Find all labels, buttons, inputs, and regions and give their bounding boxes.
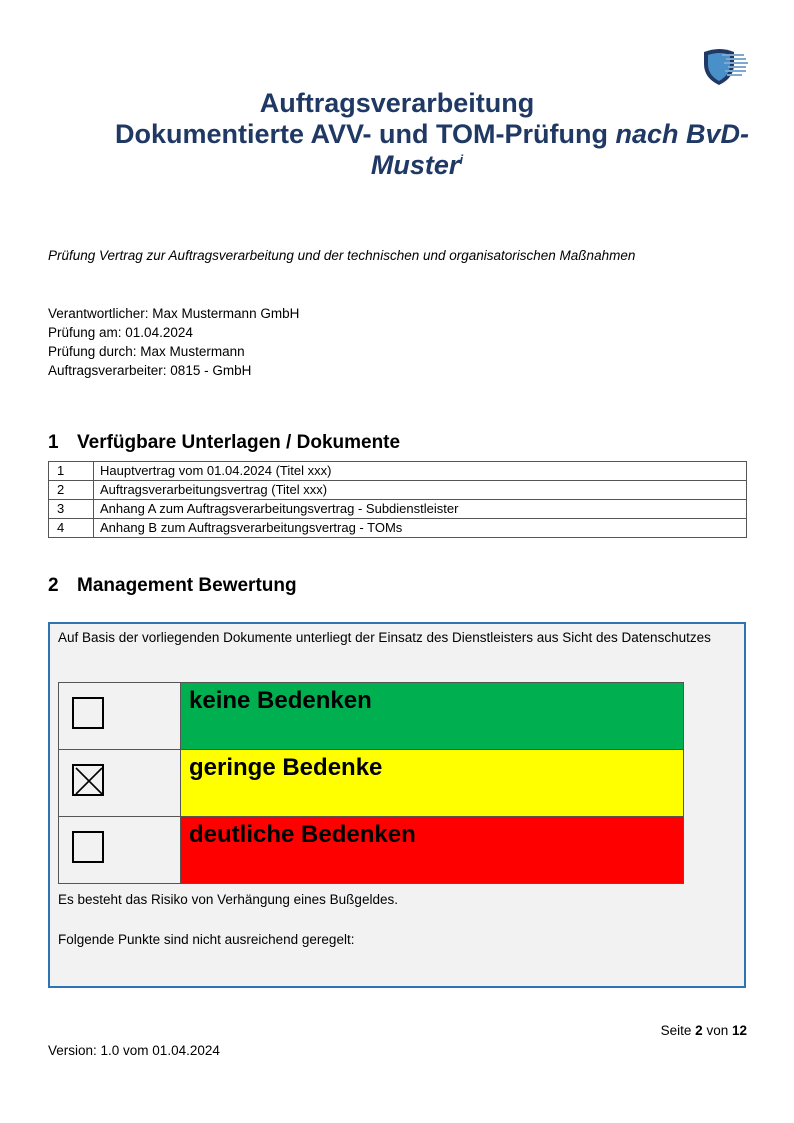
rating-row-low xyxy=(59,750,684,817)
title-line-3-italic: Muster xyxy=(370,150,460,180)
insufficient-points-note: Folgende Punkte sind nicht ausreichend geregelt: xyxy=(58,932,355,947)
row-number: 2 xyxy=(49,481,94,500)
meta-processor: Auftragsverarbeiter: 0815 - GmbH xyxy=(48,363,252,378)
section-2-number: 2 xyxy=(48,575,59,596)
section-1-number: 1 xyxy=(48,432,59,453)
meta-responsible: Verantwortlicher: Max Mustermann GmbH xyxy=(48,306,300,321)
row-number: 4 xyxy=(49,519,94,538)
rating-checkbox-cell xyxy=(59,683,181,750)
row-text: Anhang B zum Auftragsverarbeitungsvertrag - TOMs xyxy=(94,519,747,538)
version-info: Version: 1.0 vom 01.04.2024 xyxy=(48,1043,220,1058)
table-row xyxy=(49,462,747,481)
rating-checkbox-cell xyxy=(59,750,181,817)
section-1-title: Verfügbare Unterlagen / Dokumente xyxy=(77,432,401,453)
meta-reviewer: Prüfung durch: Max Mustermann xyxy=(48,344,245,359)
page-prefix: Seite xyxy=(660,1023,696,1038)
title-line-1: Auftragsverarbeitung xyxy=(259,88,535,118)
rating-checkbox-cell xyxy=(59,817,181,884)
management-rating-box xyxy=(48,622,746,988)
row-number: 3 xyxy=(49,500,94,519)
document-title xyxy=(40,88,754,181)
rating-label-none: keine Bedenken xyxy=(181,683,684,750)
page-mid: von xyxy=(702,1023,732,1038)
footnote-mark: i xyxy=(459,152,464,167)
title-line-3 xyxy=(40,150,754,181)
rating-intro: Auf Basis der vorliegenden Dokumente unterliegt der Einsatz des Dienstleisters aus Sicht des Datenschutzes xyxy=(58,630,711,645)
table-row xyxy=(49,481,747,500)
meta-block xyxy=(48,304,299,380)
section-2-heading xyxy=(48,575,297,597)
rating-label-low: geringe Bedenke xyxy=(181,750,684,817)
shield-logo-icon xyxy=(700,46,750,86)
meta-review-date: Prüfung am: 01.04.2024 xyxy=(48,325,193,340)
row-text: Auftragsverarbeitungsvertrag (Titel xxx) xyxy=(94,481,747,500)
checkbox-low[interactable] xyxy=(72,764,104,796)
checkbox-none[interactable] xyxy=(72,697,104,729)
table-row xyxy=(49,519,747,538)
fine-risk-note: Es besteht das Risiko von Verhängung eines Bußgeldes. xyxy=(58,892,398,907)
page-current: 2 xyxy=(695,1023,703,1038)
row-text: Anhang A zum Auftragsverarbeitungsvertrag - Subdienstleister xyxy=(94,500,747,519)
table-row xyxy=(49,500,747,519)
rating-row-none xyxy=(59,683,684,750)
section-2-title: Management Bewertung xyxy=(77,575,297,596)
row-text: Hauptvertrag vom 01.04.2024 (Titel xxx) xyxy=(94,462,747,481)
rating-label-high: deutliche Bedenken xyxy=(181,817,684,884)
document-subtitle: Prüfung Vertrag zur Auftragsverarbeitung und der technischen und organisatorischen Maßnahmen xyxy=(48,248,636,263)
title-line-2-italic: nach BvD- xyxy=(615,119,750,149)
checkmark-x-icon xyxy=(74,766,106,798)
rating-row-high xyxy=(59,817,684,884)
section-1-heading xyxy=(48,432,400,454)
rating-table xyxy=(58,682,684,884)
documents-table xyxy=(48,461,747,538)
page-number xyxy=(661,1023,747,1038)
row-number: 1 xyxy=(49,462,94,481)
checkbox-high[interactable] xyxy=(72,831,104,863)
page-total: 12 xyxy=(731,1023,747,1038)
title-line-2-regular: Dokumentierte AVV- und TOM-Prüfung xyxy=(114,119,616,149)
title-line-2 xyxy=(40,119,754,150)
